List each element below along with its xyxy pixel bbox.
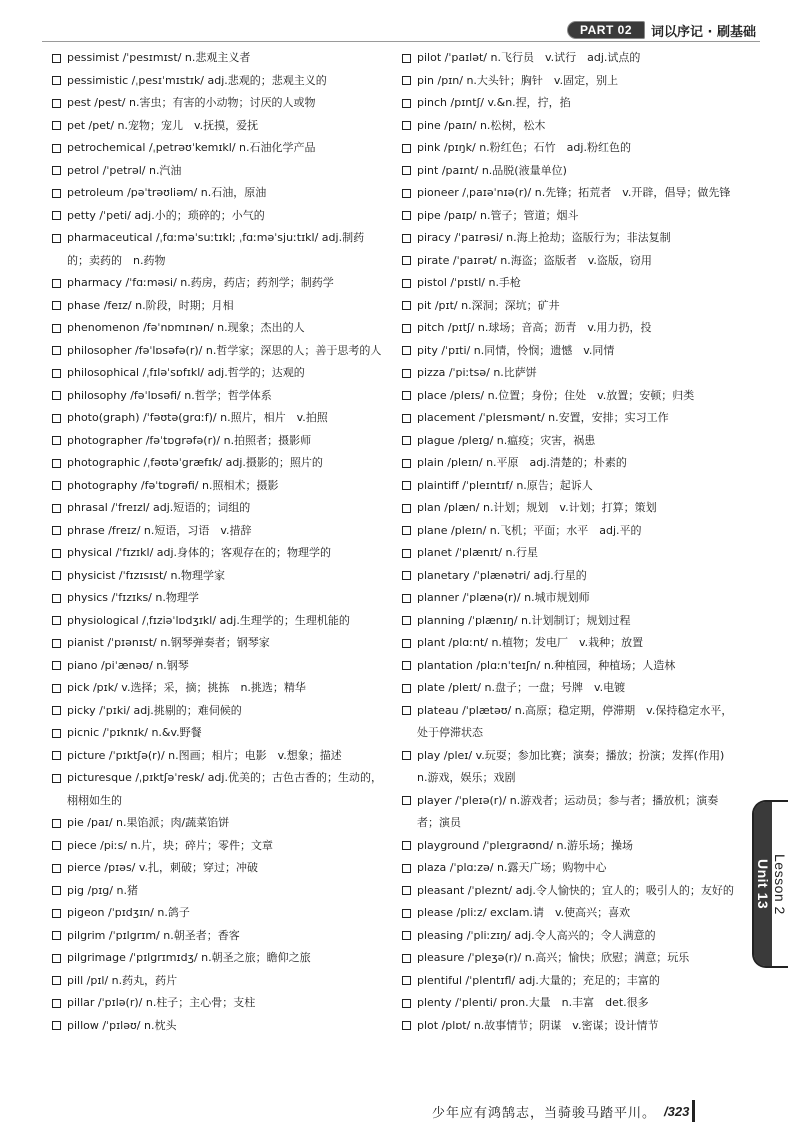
vocab-entry [52,115,383,138]
vocab-entry [52,317,383,340]
vocab-entry [402,250,736,273]
vocab-entry [402,497,736,520]
vocab-entry [402,992,736,1015]
vocab-entry [402,160,736,183]
entry-checkbox[interactable] [402,1021,411,1030]
entry-text: picturesque /ˌpɪktʃəˈresk/ adj.优美的；古色古香的；生动的，栩栩如生的 [67,771,382,807]
vocab-entry [402,385,736,408]
entry-checkbox[interactable] [52,324,61,333]
entry-text: phase /feɪz/ n.阶段，时期；月相 [67,298,234,312]
entry-checkbox[interactable] [402,459,411,468]
entry-checkbox[interactable] [402,526,411,535]
entry-text: pilgrim /ˈpɪlgrɪm/ n.朝圣者；香客 [67,928,240,942]
vocab-entry [52,857,383,880]
vocab-entry [402,857,736,880]
entry-checkbox[interactable] [402,121,411,130]
entry-checkbox[interactable] [52,571,61,580]
entry-text: pleasant /ˈpleznt/ adj.令人愉快的；宜人的；吸引人的；友好的 [417,883,734,897]
entry-text: pioneer /ˌpaɪəˈnɪə(r)/ n.先锋；拓荒者 v.开辟，倡导；做先锋 [417,186,731,199]
entry-text: physicist /ˈfɪzɪsɪst/ n.物理学家 [67,568,225,582]
vocab-entry [402,295,736,318]
entry-text: photo(graph) /ˈfəʊtə(grɑːf)/ n.照片，相片 v.拍照 [67,411,328,424]
entry-text: planetary /ˈplænətri/ adj.行星的 [417,568,587,582]
entry-checkbox[interactable] [52,616,61,625]
vocab-entry [52,205,383,228]
entry-text: playground /ˈpleɪgraʊnd/ n.游乐场；操场 [417,838,633,852]
entry-text: piano /piˈænəʊ/ n.钢琴 [67,658,189,672]
entry-checkbox[interactable] [402,999,411,1008]
entry-checkbox[interactable] [52,549,61,558]
entry-checkbox[interactable] [402,594,411,603]
entry-checkbox[interactable] [52,684,61,693]
entry-checkbox[interactable] [402,841,411,850]
entry-text: philosophical /ˌfɪləˈsɒfɪkl/ adj.哲学的；达观的 [67,366,305,379]
vocab-entry [52,92,383,115]
vocab-entry [402,340,736,363]
entry-text: pigeon /ˈpɪdʒɪn/ n.鸽子 [67,906,190,919]
vocab-entry [52,812,383,835]
entry-text: pianist /ˈpɪənɪst/ n.钢琴弹奏者；钢琴家 [67,636,270,649]
vocab-entry [52,160,383,183]
entry-text: piece /piːs/ n.片，块；碎片；零件；文章 [67,838,273,852]
entry-checkbox[interactable] [402,504,411,513]
entry-checkbox[interactable] [52,436,61,445]
vocab-entry [52,1015,383,1038]
vocab-entry [52,677,383,700]
entry-checkbox[interactable] [402,796,411,805]
vocab-entry [52,835,383,858]
vocab-entry [52,745,383,768]
entry-checkbox[interactable] [52,706,61,715]
vocab-entry [402,182,736,205]
vocab-entry [52,970,383,993]
entry-checkbox[interactable] [52,144,61,153]
vocab-entry [402,790,736,835]
entry-checkbox[interactable] [402,954,411,963]
entry-text: philosopher /fəˈlɒsəfə(r)/ n.哲学家；深思的人；善于思考的人 [67,343,382,357]
entry-text: plain /pleɪn/ n.平原 adj.清楚的；朴素的 [417,456,627,469]
vocab-entry [52,385,383,408]
entry-checkbox[interactable] [402,549,411,558]
entry-checkbox[interactable] [52,954,61,963]
lesson-label: Lesson 2 [772,853,788,915]
vocab-entry [52,542,383,565]
entry-checkbox[interactable] [52,886,61,895]
entry-text: pine /paɪn/ n.松树，松木 [417,118,546,132]
entry-checkbox[interactable] [402,751,411,760]
entry-text: petty /ˈpeti/ adj.小的；琐碎的；小气的 [67,208,265,222]
entry-text: pizza /ˈpiːtsə/ n.比萨饼 [417,366,537,379]
vocab-entry [402,430,736,453]
entry-text: planner /ˈplænə(r)/ n.城市规划师 [417,591,590,604]
entry-text: plantation /plɑːnˈteɪʃn/ n.种植园，种植场；人造林 [417,658,676,672]
entry-checkbox[interactable] [52,594,61,603]
vocab-entry [402,227,736,250]
entry-text: planning /ˈplænɪŋ/ n.计划制订；规划过程 [417,613,631,627]
entry-checkbox[interactable] [52,234,61,243]
entry-checkbox[interactable] [52,279,61,288]
entry-checkbox[interactable] [52,931,61,940]
entry-checkbox[interactable] [52,189,61,198]
entry-text: plot /plɒt/ n.故事情节；阴谋 v.密谋；设计情节 [417,1018,659,1032]
entry-checkbox[interactable] [402,706,411,715]
entry-checkbox[interactable] [52,976,61,985]
vocab-entry [402,542,736,565]
entry-checkbox[interactable] [402,639,411,648]
entry-text: play /pleɪ/ v.玩耍；参加比赛；演奏；播放；扮演；发挥(作用) n.游戏，娱乐；戏剧 [417,748,736,784]
vocab-entry [402,745,736,790]
entry-checkbox[interactable] [402,76,411,85]
vocab-entry [52,700,383,723]
entry-checkbox[interactable] [402,99,411,108]
entry-text: plenty /ˈplenti/ pron.大量 n.丰富 det.很多 [417,996,649,1009]
unit-lesson-tab [752,800,788,968]
entry-checkbox[interactable] [402,886,411,895]
entry-text: plague /pleɪg/ n.瘟疫；灾害，祸患 [417,433,596,447]
entry-text: picnic /ˈpɪknɪk/ n.&v.野餐 [67,726,202,739]
entry-checkbox[interactable] [52,909,61,918]
entry-text: pink /pɪŋk/ n.粉红色；石竹 adj.粉红色的 [417,141,631,154]
entry-checkbox[interactable] [402,976,411,985]
vocab-entry [52,137,383,160]
entry-text: pillar /ˈpɪlə(r)/ n.柱子；主心骨；支柱 [67,996,256,1009]
vocab-entry [52,295,383,318]
vocab-entry [402,92,736,115]
entry-text: petroleum /pəˈtrəʊliəm/ n.石油，原油 [67,186,267,199]
entry-text: photography /fəˈtɒgrəfi/ n.照相术；摄影 [67,478,279,492]
entry-text: phrase /freɪz/ n.短语，习语 v.措辞 [67,523,252,537]
vocab-entry [402,205,736,228]
vocab-entry [52,767,383,812]
entry-text: petrol /ˈpetrəl/ n.汽油 [67,163,182,177]
entry-text: pinch /pɪntʃ/ v.&n.捏，拧，掐 [417,96,571,109]
entry-checkbox[interactable] [52,819,61,828]
entry-checkbox[interactable] [402,864,411,873]
vocab-entry [52,992,383,1015]
entry-checkbox[interactable] [402,436,411,445]
vocab-entry [52,227,383,272]
entry-checkbox[interactable] [52,481,61,490]
entry-text: plate /pleɪt/ n.盘子；一盘；号牌 v.电镀 [417,681,626,694]
unit-label: Unit 13 [754,802,772,966]
entry-checkbox[interactable] [402,346,411,355]
entry-checkbox[interactable] [402,684,411,693]
vocab-entry [52,407,383,430]
entry-text: phrasal /ˈfreɪzl/ adj.短语的；词组的 [67,501,251,514]
entry-text: please /pliːz/ exclam.请 v.使高兴；喜欢 [417,906,631,919]
entry-checkbox[interactable] [52,391,61,400]
entry-checkbox[interactable] [52,346,61,355]
vocab-entry [402,47,736,70]
entry-checkbox[interactable] [52,729,61,738]
entry-checkbox[interactable] [52,121,61,130]
entry-text: player /ˈpleɪə(r)/ n.游戏者；运动员；参与者；播放机；演奏者；演员 [417,793,719,829]
right-word-column [402,47,736,1037]
vocab-entry [402,115,736,138]
entry-checkbox[interactable] [52,661,61,670]
entry-checkbox[interactable] [402,931,411,940]
entry-checkbox[interactable] [52,864,61,873]
vocab-entry [52,272,383,295]
vocab-entry [402,880,736,903]
entry-text: petrochemical /ˌpetrəʊˈkemɪkl/ n.石油化学产品 [67,141,316,154]
page-footer [432,1100,695,1122]
entry-text: picture /ˈpɪktʃə(r)/ n.图画；相片；电影 v.想象；描述 [67,748,342,762]
entry-checkbox[interactable] [52,414,61,423]
entry-text: pest /pest/ n.害虫；有害的小动物；讨厌的人或物 [67,96,316,109]
entry-checkbox[interactable] [52,751,61,760]
vocab-entry [52,430,383,453]
entry-checkbox[interactable] [402,324,411,333]
vocab-entry [52,362,383,385]
vocab-entry [402,632,736,655]
entry-text: philosophy /fəˈlɒsəfi/ n.哲学；哲学体系 [67,388,272,402]
section-title: 词以序记 · 刷基础 [651,24,756,40]
entry-text: picky /ˈpɪki/ adj.挑剔的；难伺候的 [67,703,242,717]
entry-text: place /pleɪs/ n.位置；身份；住处 v.放置；安顿；归类 [417,388,695,402]
entry-text: pet /pet/ n.宠物；宠儿 v.抚摸，爱抚 [67,118,259,132]
entry-text: pistol /ˈpɪstl/ n.手枪 [417,276,521,289]
entry-text: plentiful /ˈplentɪfl/ adj.大量的；充足的；丰富的 [417,973,660,987]
entry-text: pillow /ˈpɪləʊ/ n.枕头 [67,1018,177,1032]
entry-checkbox[interactable] [402,211,411,220]
entry-text: pie /paɪ/ n.果馅派；肉/蔬菜馅饼 [67,816,230,829]
entry-text: pirate /ˈpaɪrət/ n.海盗；盗版者 v.盗版，窃用 [417,253,652,267]
entry-checkbox[interactable] [402,234,411,243]
entry-checkbox[interactable] [402,166,411,175]
entry-text: pleasing /ˈpliːzɪŋ/ adj.令人高兴的；令人满意的 [417,928,656,942]
entry-checkbox[interactable] [52,99,61,108]
part-badge: PART 02 [567,21,645,39]
vocab-entry [52,722,383,745]
entry-text: piracy /ˈpaɪrəsi/ n.海上抢劫；盗版行为；非法复制 [417,231,671,244]
vocab-entry [402,362,736,385]
vocab-entry [52,70,383,93]
vocab-entry [52,902,383,925]
header-rule [42,41,760,42]
entry-checkbox[interactable] [402,279,411,288]
entry-checkbox[interactable] [52,54,61,63]
entry-text: physics /ˈfɪzɪks/ n.物理学 [67,591,199,604]
entry-text: pessimist /ˈpesɪmɪst/ n.悲观主义者 [67,51,251,64]
entry-text: planet /ˈplænɪt/ n.行星 [417,546,538,559]
vocab-entry [52,520,383,543]
vocab-entry [402,677,736,700]
vocab-entry [52,632,383,655]
vocab-entry [402,700,736,745]
entry-text: physical /ˈfɪzɪkl/ adj.身体的；客观存在的；物理学的 [67,546,332,559]
entry-checkbox[interactable] [52,76,61,85]
entry-checkbox[interactable] [402,414,411,423]
entry-text: plaza /ˈplɑːzə/ n.露天广场；购物中心 [417,861,607,874]
entry-text: plant /plɑːnt/ n.植物；发电厂 v.栽种；放置 [417,636,644,649]
entry-text: pilgrimage /ˈpɪlgrɪmɪdʒ/ n.朝圣之旅；瞻仰之旅 [67,951,311,964]
entry-text: pitch /pɪtʃ/ n.球场；音高；沥青 v.用力扔，投 [417,321,652,334]
entry-text: pity /ˈpɪti/ n.同情，怜悯；遗憾 v.同情 [417,343,615,357]
entry-text: plane /pleɪn/ n.飞机；平面；水平 adj.平的 [417,523,642,537]
entry-checkbox[interactable] [52,211,61,220]
entry-checkbox[interactable] [402,369,411,378]
vocab-entry [402,452,736,475]
entry-text: pierce /pɪəs/ v.扎，刺破；穿过；冲破 [67,861,259,874]
vocab-entry [52,587,383,610]
entry-text: pharmacy /ˈfɑːməsi/ n.药房，药店；药剂学；制药学 [67,276,334,289]
entry-checkbox[interactable] [52,369,61,378]
vocab-entry [52,925,383,948]
entry-text: physiological /ˌfɪziəˈlɒdʒɪkl/ adj.生理学的；生理机能的 [67,613,350,627]
entry-checkbox[interactable] [402,189,411,198]
vocab-entry [52,497,383,520]
vocab-entry [402,947,736,970]
entry-checkbox[interactable] [402,661,411,670]
entry-text: phenomenon /fəˈnɒmɪnən/ n.现象；杰出的人 [67,321,305,334]
vocab-entry [402,407,736,430]
vocab-entry [402,587,736,610]
vocab-entry [52,475,383,498]
footer-motto: 少年应有鸿鹄志，当骑骏马踏平川。 [432,1105,657,1121]
entry-checkbox[interactable] [52,774,61,783]
entry-checkbox[interactable] [402,54,411,63]
entry-text: photographer /fəˈtɒgrəfə(r)/ n.拍照者；摄影师 [67,433,312,447]
vocab-entry [402,610,736,633]
entry-text: pig /pɪg/ n.猪 [67,883,138,897]
entry-checkbox[interactable] [402,301,411,310]
vocab-entry [52,655,383,678]
entry-text: photographic /ˌfəʊtəˈgræfɪk/ adj.摄影的；照片的 [67,456,323,469]
left-word-column [52,47,383,1037]
entry-checkbox[interactable] [402,391,411,400]
entry-text: plan /plæn/ n.计划；规划 v.计划；打算；策划 [417,501,657,514]
entry-checkbox[interactable] [52,1021,61,1030]
entry-checkbox[interactable] [52,639,61,648]
vocab-entry [402,565,736,588]
entry-checkbox[interactable] [52,301,61,310]
vocab-entry [402,925,736,948]
entry-text: pharmaceutical /ˌfɑːməˈsuːtɪkl; ˌfɑːməˈsjuːtɪkl/ adj.制药的；卖药的 n.药物 [67,231,365,267]
vocab-entry [52,47,383,70]
vocab-entry [402,902,736,925]
vocab-entry [52,610,383,633]
vocab-entry [402,317,736,340]
entry-checkbox[interactable] [52,166,61,175]
page-number-bar [692,1100,695,1122]
entry-text: pint /paɪnt/ n.品脱(液量单位) [417,163,567,177]
vocab-entry [402,520,736,543]
entry-checkbox[interactable] [402,256,411,265]
entry-text: pill /pɪl/ n.药丸，药片 [67,973,178,987]
vocab-entry [402,655,736,678]
entry-checkbox[interactable] [402,144,411,153]
vocab-entry [52,182,383,205]
vocab-entry [402,272,736,295]
entry-checkbox[interactable] [52,526,61,535]
vocab-entry [52,880,383,903]
vocab-entry [402,1015,736,1038]
entry-text: plateau /ˈplætəʊ/ n.高原；稳定期，停滞期 v.保持稳定水平，处于停滞状态 [417,703,733,739]
vocab-entry [402,475,736,498]
entry-text: pipe /paɪp/ n.管子；管道；烟斗 [417,208,579,222]
entry-checkbox[interactable] [52,459,61,468]
entry-text: pessimistic /ˌpesɪˈmɪstɪk/ adj.悲观的；悲观主义的 [67,73,327,87]
entry-text: placement /ˈpleɪsmənt/ n.安置，安排；实习工作 [417,411,669,424]
entry-text: pit /pɪt/ n.深洞；深坑；矿井 [417,298,560,312]
entry-checkbox[interactable] [402,571,411,580]
entry-checkbox[interactable] [402,616,411,625]
vocab-entry [402,70,736,93]
entry-checkbox[interactable] [52,999,61,1008]
vocab-entry [402,970,736,993]
entry-text: pilot /ˈpaɪlət/ n.飞行员 v.试行 adj.试点的 [417,51,641,64]
vocab-entry [402,137,736,160]
entry-checkbox[interactable] [402,481,411,490]
entry-checkbox[interactable] [402,909,411,918]
vocab-entry [52,565,383,588]
entry-text: plaintiff /ˈpleɪntɪf/ n.原告；起诉人 [417,478,593,492]
vocab-entry [402,835,736,858]
entry-checkbox[interactable] [52,504,61,513]
vocab-entry [52,340,383,363]
page-number: /323 [664,1103,690,1119]
entry-text: pick /pɪk/ v.选择；采，摘；挑拣 n.挑选；精华 [67,681,306,694]
entry-text: pin /pɪn/ n.大头针；胸针 v.固定，别上 [417,73,619,87]
page-header [567,20,800,40]
vocab-entry [52,947,383,970]
entry-checkbox[interactable] [52,841,61,850]
entry-text: pleasure /ˈpleʒə(r)/ n.高兴；愉快；欣慰；满意；玩乐 [417,951,690,964]
vocab-entry [52,452,383,475]
